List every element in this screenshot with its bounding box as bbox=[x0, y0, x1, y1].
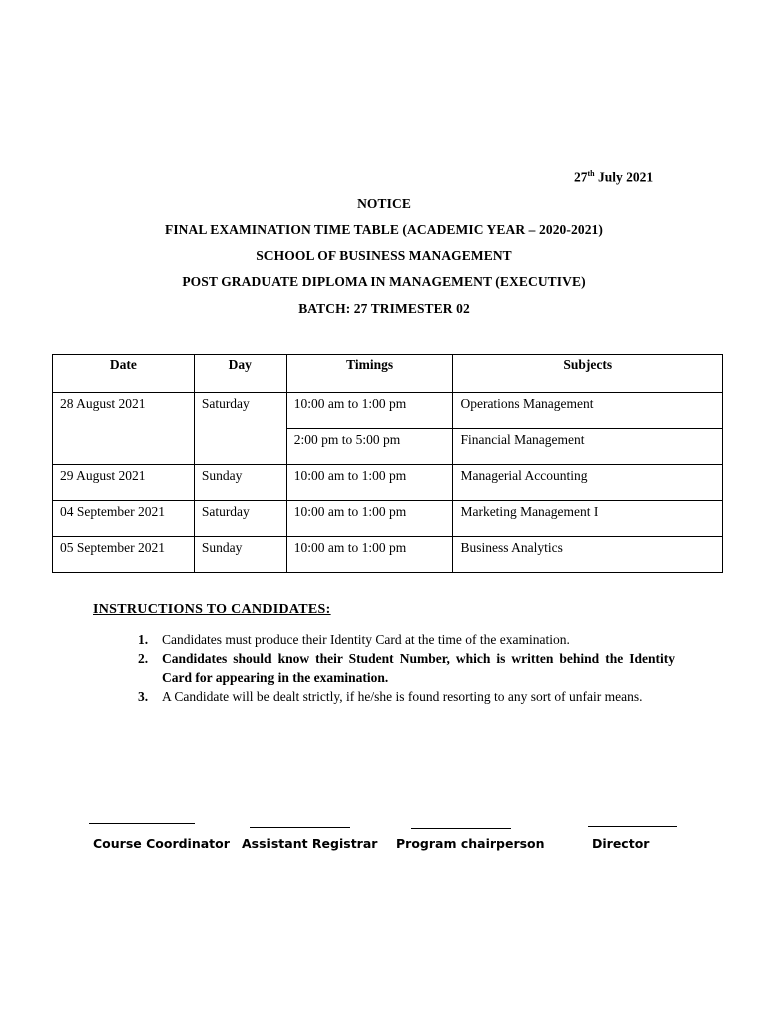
list-item-number: 3. bbox=[138, 689, 149, 704]
signature-line-course-coordinator bbox=[89, 823, 195, 824]
cell-day: Saturday bbox=[194, 501, 286, 537]
column-header-date: Date bbox=[53, 355, 195, 393]
list-item-number: 2. bbox=[138, 651, 149, 666]
instructions-list bbox=[138, 630, 675, 706]
notice-date: 27th July 2021 bbox=[574, 169, 654, 185]
school-heading: SCHOOL OF BUSINESS MANAGEMENT bbox=[256, 248, 512, 263]
cell-subject: Managerial Accounting bbox=[453, 465, 723, 501]
program-heading: POST GRADUATE DIPLOMA IN MANAGEMENT (EXECUTIVE) bbox=[182, 274, 586, 289]
table-row bbox=[53, 501, 723, 537]
cell-subject: Business Analytics bbox=[453, 537, 723, 573]
cell-timings: 10:00 am to 1:00 pm bbox=[286, 537, 453, 573]
signature-label-director: Director bbox=[592, 836, 650, 851]
cell-date: 04 September 2021 bbox=[53, 501, 195, 537]
cell-subject: Marketing Management I bbox=[453, 501, 723, 537]
cell-timings: 2:00 pm to 5:00 pm bbox=[286, 429, 453, 465]
cell-day: Sunday bbox=[194, 537, 286, 573]
list-item bbox=[138, 630, 675, 649]
table-header-row bbox=[53, 355, 723, 393]
list-item-text: Candidates must produce their Identity Card at the time of the examination. bbox=[162, 632, 570, 647]
notice-title: NOTICE bbox=[357, 196, 411, 211]
list-item-text: Candidates should know their Student Number, which is written behind the Identity Card for appearing in the examination. bbox=[162, 651, 675, 685]
signature-label-assistant-registrar: Assistant Registrar bbox=[242, 836, 378, 851]
signature-line-director bbox=[588, 826, 677, 827]
exam-timetable-heading: FINAL EXAMINATION TIME TABLE (ACADEMIC YEAR – 2020-2021) bbox=[164, 222, 603, 237]
cell-date: 28 August 2021 bbox=[53, 393, 195, 465]
column-header-day: Day bbox=[194, 355, 286, 393]
table-row bbox=[53, 465, 723, 501]
table-row bbox=[53, 393, 723, 429]
list-item-number: 1. bbox=[138, 632, 149, 647]
cell-timings: 10:00 am to 1:00 pm bbox=[286, 501, 453, 537]
signature-label-course-coordinator: Course Coordinator bbox=[93, 836, 230, 851]
cell-subject: Financial Management bbox=[453, 429, 723, 465]
list-item bbox=[138, 649, 675, 687]
cell-timings: 10:00 am to 1:00 pm bbox=[286, 465, 453, 501]
signature-line-program-chairperson bbox=[411, 828, 511, 829]
cell-timings: 10:00 am to 1:00 pm bbox=[286, 393, 453, 429]
table-row bbox=[53, 537, 723, 573]
cell-date: 29 August 2021 bbox=[53, 465, 195, 501]
cell-subject: Operations Management bbox=[453, 393, 723, 429]
cell-day: Sunday bbox=[194, 465, 286, 501]
list-item-text: A Candidate will be dealt strictly, if he/she is found resorting to any sort of unfair means. bbox=[162, 689, 643, 704]
column-header-timings: Timings bbox=[286, 355, 453, 393]
list-item bbox=[138, 687, 675, 706]
column-header-subjects: Subjects bbox=[453, 355, 723, 393]
cell-date: 05 September 2021 bbox=[53, 537, 195, 573]
cell-day: Saturday bbox=[194, 393, 286, 465]
signature-line-assistant-registrar bbox=[250, 827, 350, 828]
batch-heading: BATCH: 27 TRIMESTER 02 bbox=[298, 301, 470, 316]
timetable bbox=[52, 354, 723, 573]
instructions-title: INSTRUCTIONS TO CANDIDATES: bbox=[93, 602, 331, 617]
signature-label-program-chairperson: Program chairperson bbox=[396, 836, 545, 851]
